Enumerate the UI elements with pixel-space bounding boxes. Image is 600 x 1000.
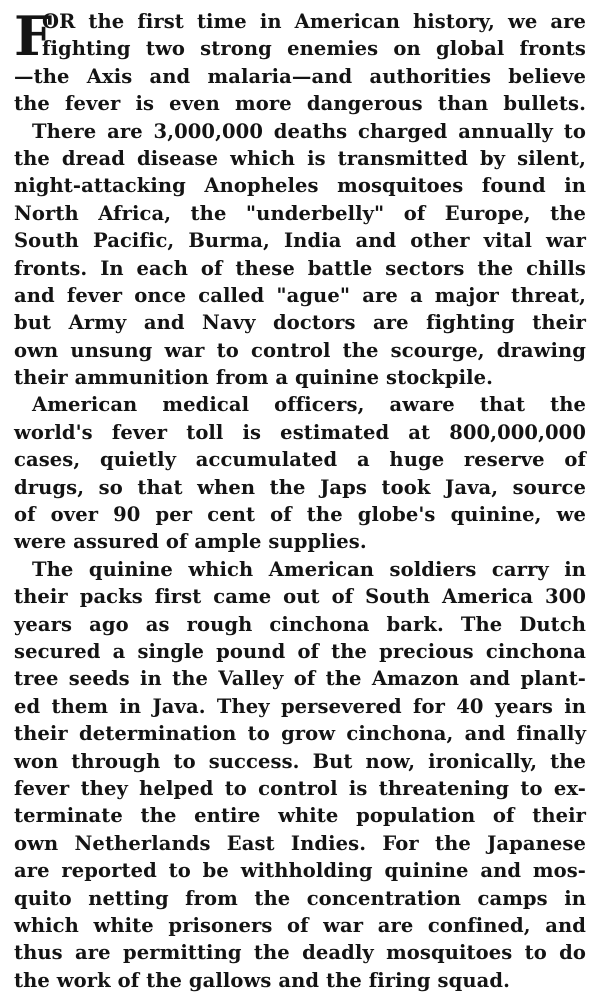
text-line: —the Axis and malaria—and authorities believe [14, 64, 586, 88]
text-line: South Pacific, Burma, India and other vital war [14, 229, 586, 253]
text-line: fever they helped to control is threatening to ex- [14, 776, 586, 800]
paragraph-4 [14, 556, 586, 994]
paragraph-3 [14, 391, 586, 555]
text-line: their determination to grow cinchona, and finally [14, 722, 586, 746]
text-line: won through to success. But now, ironically, the [14, 749, 586, 773]
text-line: secured a single pound of the precious cinchona [14, 639, 586, 663]
text-line: North Africa, the "underbelly" of Europe, the [14, 201, 586, 225]
text-line: are reported to be withholding quinine and mos- [14, 859, 586, 883]
drop-cap: F [14, 4, 53, 68]
text-line: the work of the gallows and the firing squad. [14, 968, 510, 992]
text-line: the fever is even more dangerous than bullets. [14, 92, 586, 116]
text-line: fighting two strong enemies on global fronts [42, 37, 586, 61]
text-line: The quinine which American soldiers carry in [32, 557, 586, 581]
text-line: years ago as rough cinchona bark. The Dutch [14, 612, 586, 636]
text-line: American medical officers, aware that the [32, 393, 586, 417]
text-line: were assured of ample supplies. [14, 530, 367, 554]
text-line: night-attacking Anopheles mosquitoes found in [14, 174, 586, 198]
text-line: but Army and Navy doctors are fighting their [14, 311, 586, 335]
text-line: quito netting from the concentration camps in [14, 886, 586, 910]
paragraph-2 [14, 118, 586, 392]
article-column [14, 4, 586, 994]
text-line: drugs, so that when the Japs took Java, source [14, 475, 586, 499]
text-line: ed them in Java. They persevered for 40 years in [14, 694, 586, 718]
text-line: and fever once called "ague" are a major threat, [14, 283, 586, 307]
text-line: OR the first time in American history, we are [42, 10, 586, 33]
text-line: world's fever toll is estimated at 800,000,000 [14, 420, 586, 444]
paragraph-1 [14, 4, 586, 118]
text-line: their ammunition from a quinine stockpile. [14, 366, 494, 390]
text-line: the dread disease which is transmitted by silent, [14, 146, 586, 170]
text-line: thus are permitting the deadly mosquitoes to do [14, 941, 586, 965]
text-line: own Netherlands East Indies. For the Japanese [14, 831, 586, 855]
text-line: their packs first came out of South America 300 [14, 585, 586, 609]
text-line: own unsung war to control the scourge, drawing [14, 338, 586, 362]
text-line: fronts. In each of these battle sectors the chills [14, 256, 586, 280]
text-line: cases, quietly accumulated a huge reserve of [14, 448, 586, 472]
text-line: tree seeds in the Valley of the Amazon and plant- [14, 667, 586, 691]
text-line: terminate the entire white population of their [14, 804, 586, 828]
text-line: which white prisoners of war are confined, and [14, 913, 586, 937]
text-line: There are 3,000,000 deaths charged annually to [32, 119, 586, 143]
text-line: of over 90 per cent of the globe's quinine, we [14, 503, 586, 527]
